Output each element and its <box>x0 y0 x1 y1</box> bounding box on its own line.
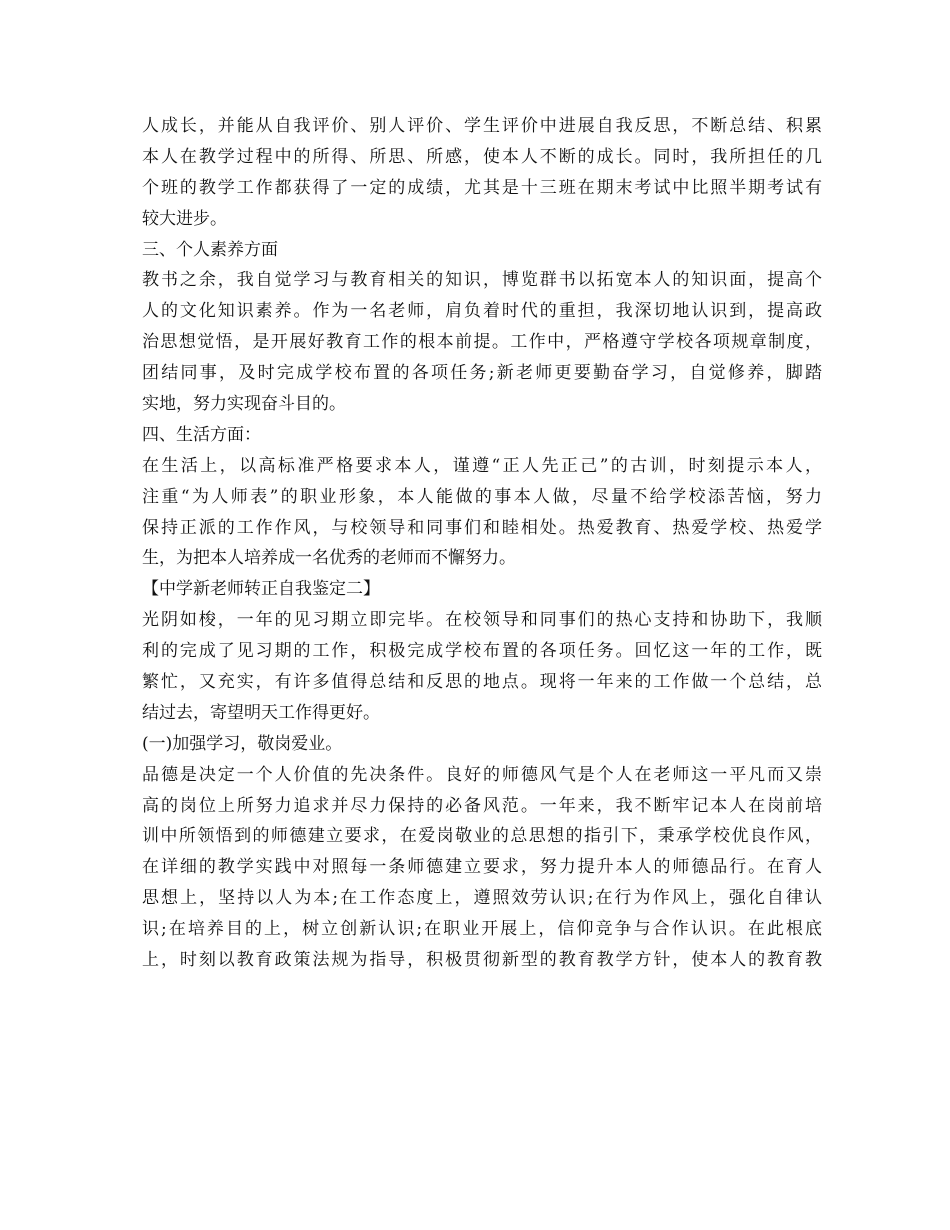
text-line-6: 教书之余，我自觉学习与教育相关的知识，博览群书以拓宽本人的知识面，提高个 <box>142 270 822 291</box>
text-line-27: 识;在培养目的上，树立创新认识;在职业开展上，信仰竞争与合作认识。在此根底 <box>142 919 822 940</box>
text-line-4: 较大进步。 <box>142 208 227 229</box>
text-line-14: 保持正派的工作作风，与校领导和同事们和睦相处。热爱教育、热爱学校、热爱学 <box>142 517 822 538</box>
text-line-12: 在生活上，以高标准严格要求本人，谨遵“正人先正己”的古训，时刻提示本人， <box>142 455 822 476</box>
text-line-1: 人成长，并能从自我评价、别人评价、学生评价中进展自我反思，不断总结、积累 <box>142 116 822 136</box>
text-line-18: 利的完成了见习期的工作，积极完成学校布置的各项任务。回忆这一年的工作，既 <box>142 641 822 662</box>
text-line-20: 结过去，寄望明天工作得更好。 <box>142 702 380 723</box>
text-line-7: 人的文化知识素养。作为一名老师，肩负着时代的重担，我深切地认识到，提高政 <box>142 301 822 322</box>
text-line-15: 生，为把本人培养成一名优秀的老师而不懈努力。 <box>142 548 516 569</box>
text-line-19: 繁忙，又充实，有许多值得总结和反思的地点。现将一年来的工作做一个总结，总 <box>142 672 822 693</box>
section-heading-life: 四、生活方面： <box>142 424 261 445</box>
text-line-13: 注重“为人师表”的职业形象，本人能做的事本人做，尽量不给学校添苦恼，努力 <box>142 486 822 507</box>
text-line-10: 实地，努力实现奋斗目的。 <box>142 394 346 415</box>
text-line-24: 训中所领悟到的师德建立要求，在爱岗敬业的总思想的指引下，秉承学校优良作风， <box>142 826 822 847</box>
text-line-28: 上，时刻以教育政策法规为指导，积极贯彻新型的教育教学方针，使本人的教育教 <box>142 950 822 971</box>
text-line-2: 本人在教学过程中的所得、所思、所感，使本人不断的成长。同时，我所担任的几 <box>142 146 822 167</box>
text-line-8: 治思想觉悟，是开展好教育工作的根本前提。工作中，严格遵守学校各项规章制度， <box>142 332 822 353</box>
text-line-26: 思想上，坚持以人为本;在工作态度上，遵照效劳认识;在行为作风上，强化自律认 <box>142 888 822 909</box>
text-line-25: 在详细的教学实践中对照每一条师德建立要求，努力提升本人的师德品行。在育人 <box>142 857 822 878</box>
text-line-3: 个班的教学工作都获得了一定的成绩，尤其是十三班在期末考试中比照半期考试有 <box>142 177 822 198</box>
text-line-17: 光阴如梭，一年的见习期立即完毕。在校领导和同事们的热心支持和协助下，我顺 <box>142 610 822 631</box>
section-heading-personal-quality: 三、个人素养方面 <box>142 239 278 260</box>
document-body <box>142 111 822 976</box>
text-line-23: 高的岗位上所努力追求并尽力保持的必备风范。一年来，我不断牢记本人在岗前培 <box>142 795 822 816</box>
text-line-9: 团结同事，及时完成学校布置的各项任务;新老师更要勤奋学习，自觉修养，脚踏 <box>142 363 822 384</box>
subsection-heading-study: (一)加强学习，敬岗爱业。 <box>142 733 343 754</box>
section-title-self-evaluation-two: 【中学新老师转正自我鉴定二】 <box>142 579 380 600</box>
text-line-22: 品德是决定一个人价值的先决条件。良好的师德风气是个人在老师这一平凡而又崇 <box>142 764 822 785</box>
